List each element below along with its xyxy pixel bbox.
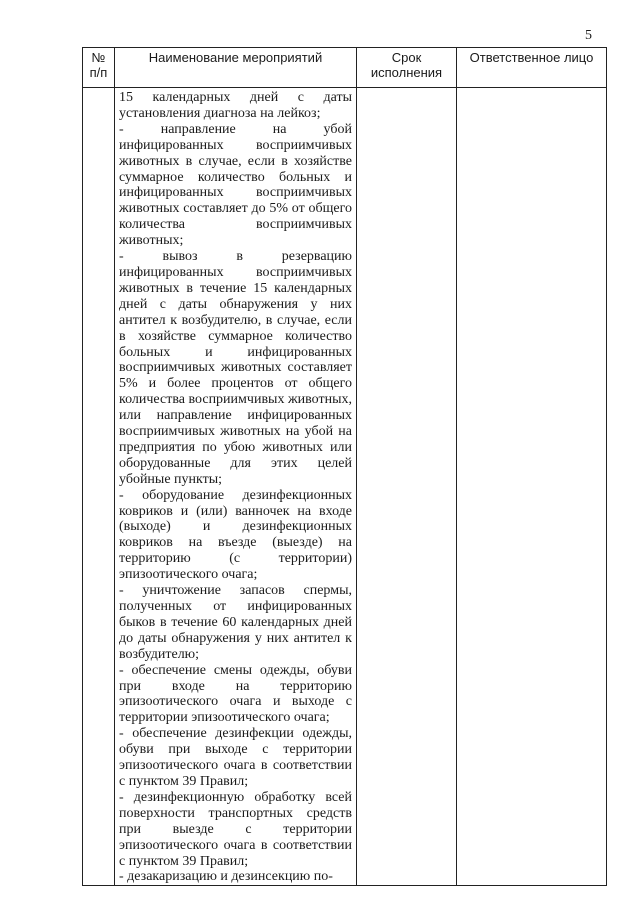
measure-paragraph: - уничтожение запасов спермы, полученных от инфицированных быков в течение 60 календарных дней до даты обнаружения у них антител к возбудителю; (119, 583, 352, 662)
measure-paragraph: - обеспечение смены одежды, обуви при входе на территорию эпизоотического очага и выходе с территории эпизоотического очага; (119, 662, 352, 726)
measure-paragraph: - дезакаризацию и дезинсекцию по- (119, 869, 333, 885)
measure-paragraph: - направление на убой инфицированных восприимчивых животных в случае, если в хозяйстве суммарное количество больных и инфицированных восприимчивых животных составляет до 5% от общего количества восприимчивых животных; (119, 121, 352, 249)
row-deadline-cell (357, 88, 457, 886)
row-number-cell (83, 88, 115, 886)
measure-paragraph: - вывоз в резервацию инфицированных восприимчивых животных в течение 15 календарных дней с даты обнаружения у них антител к возбудителю, в случае, если в хозяйстве суммарное количество больных и инфицированных восприимчивых животных составляет 5% и более процентов от общего количества восприимчивых животных, или направление инфицированных восприимчивых животных на убой на предприятия по убою животных или оборудованные для этих целей убойные пункты; (119, 249, 352, 487)
row-measures-cell (115, 88, 357, 886)
row-responsible-cell (457, 88, 607, 886)
measure-paragraph: 15 календарных дней с даты установления диагноза на лейкоз; (119, 90, 352, 121)
header-responsible-person: Ответственное лицо (457, 48, 607, 88)
measures-table (82, 47, 607, 886)
measure-paragraph: - оборудование дезинфекционных ковриков и (или) ванночек на входе (выходе) и дезинфекционных ковриков на въезде (выезде) на территорию (с территории) эпизоотического очага; (119, 487, 352, 583)
page-number: 5 (585, 28, 592, 43)
header-number: № п/п (83, 48, 115, 88)
measure-paragraph: - дезинфекционную обработку всей поверхности транспортных средств при выезде с территории эпизоотического очага в соответствии с пунктом 39 Правил; (119, 789, 352, 869)
measure-paragraph: - обеспечение дезинфекции одежды, обуви при выходе с территории эпизоотического очага в соответствии с пунктом 39 Правил; (119, 726, 352, 789)
table-header-row (83, 48, 607, 88)
header-measures-name: Наименование мероприятий (115, 48, 357, 88)
header-deadline: Срок исполнения (357, 48, 457, 88)
table-row (83, 88, 607, 886)
